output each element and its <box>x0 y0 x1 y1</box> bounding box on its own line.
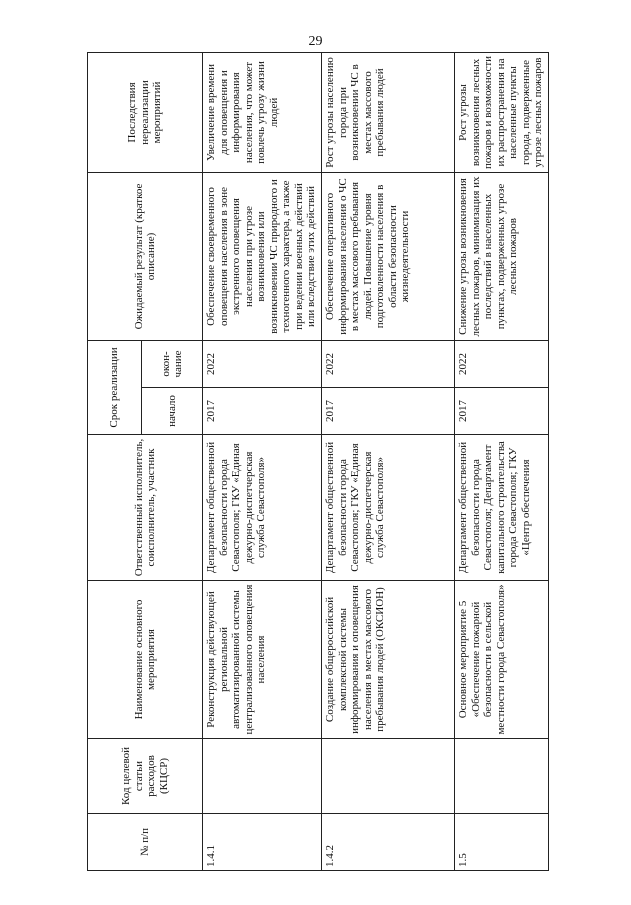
header-term: Срок реализации <box>88 340 142 434</box>
row-name: Основное мероприятие 5 «Обеспечение пожарной безопасности в сельской местности города Севастополя» <box>455 581 549 739</box>
row-responsible: Департамент общественной безопасности города Севастополя; ГКУ «Единая дежурно-диспетчерская служба Севастополя» <box>322 435 455 581</box>
row-responsible: Департамент общественной безопасности города Севастополя; Департамент капитального строительства города Севастополя; ГКУ «Центр обеспечения <box>455 435 549 581</box>
row-num: 1.5 <box>455 814 549 871</box>
table-row <box>322 52 455 870</box>
row-name: Создание общероссийской комплексной системы информирования и оповещения населения в местах массового пребывания людей (ОКСИОН) <box>322 581 455 739</box>
header-num: № п/п <box>88 814 203 871</box>
row-kcsr <box>322 739 455 814</box>
row-start: 2017 <box>322 388 455 435</box>
row-num: 1.4.1 <box>203 814 322 871</box>
row-end: 2022 <box>203 340 322 387</box>
row-responsible: Департамент общественной безопасности города Севастополя; ГКУ «Единая дежурно-диспетчерская служба Севастополя» <box>203 435 322 581</box>
header-term-end: окон-чание <box>142 340 203 387</box>
row-end: 2022 <box>455 340 549 387</box>
row-kcsr <box>455 739 549 814</box>
row-result: Снижение угрозы возникновения лесных пожаров, минимизация их последствий в населенных пунктах, подверженных угрозе лесных пожаров <box>455 172 549 340</box>
header-responsible: Ответственный исполнитель, соисполнитель, участник <box>88 435 203 581</box>
header-kcsr: Код целевой статьи расходов (КЦСР) <box>88 739 203 814</box>
row-consequences: Рост угрозы населению города при возникновении ЧС в местах массового пребывания людей <box>322 52 455 172</box>
row-result: Обеспечение оперативного информирования населения о ЧС в местах массового пребывания людей. Повышение уровня подготовленности населения в области безопасности жизнедеятельности <box>322 172 455 340</box>
rotated-table-container <box>87 53 548 871</box>
header-result: Ожидаемый результат (краткое описание) <box>88 172 203 340</box>
measures-table <box>87 52 549 871</box>
row-consequences: Увеличение времени для оповещения и информирования населения, что может повлечь угрозу жизни людей <box>203 52 322 172</box>
row-num: 1.4.2 <box>322 814 455 871</box>
row-start: 2017 <box>455 388 549 435</box>
row-end: 2022 <box>322 340 455 387</box>
header-consequences: Последствия нереализации мероприятий <box>88 52 203 172</box>
row-consequences: Рост угрозы возникновения лесных пожаров и возможности их распространения на населенные пункты города, подверженные угрозе лесных пожаров <box>455 52 549 172</box>
row-kcsr <box>203 739 322 814</box>
row-result: Обеспечение своевременного оповещения населения в зоне экстренного оповещения населения при угрозе возникновения или возникновении ЧС природного и техногенного характера, а также при ведении военных действий или вследствие этих действий <box>203 172 322 340</box>
row-start: 2017 <box>203 388 322 435</box>
row-name: Реконструкция действующей региональной автоматизированной системы централизованного оповещения населения <box>203 581 322 739</box>
table-row <box>455 52 549 870</box>
page-number: 29 <box>308 34 323 49</box>
header-term-start: начало <box>142 388 203 435</box>
table-row <box>203 52 322 870</box>
header-name: Наименование основного мероприятия <box>88 581 203 739</box>
